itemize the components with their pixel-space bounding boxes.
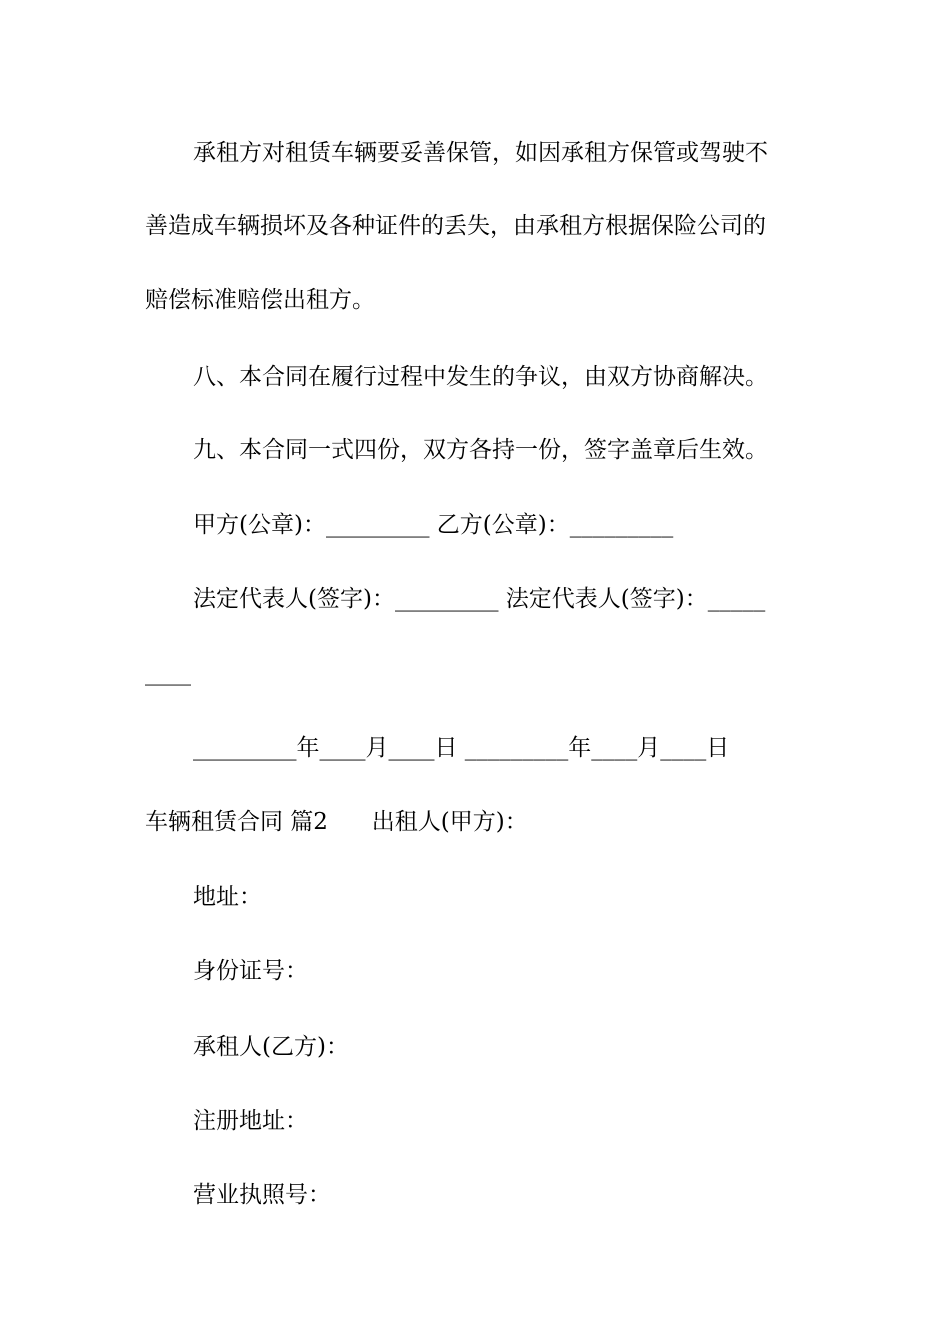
signature-line: 法定代表人(签字)：_________ 法定代表人(签字)：_____ bbox=[193, 586, 766, 612]
id-number-field-label: 身份证号： bbox=[193, 958, 308, 984]
signature-line-continued: ____ bbox=[145, 660, 191, 686]
paragraph-line: 承租方对租赁车辆要妥善保管，如因承租方保管或驾驶不 bbox=[193, 140, 768, 166]
section-heading: 车辆租赁合同 篇2 出租人(甲方)： bbox=[145, 809, 528, 835]
address-field-label: 地址： bbox=[193, 884, 262, 910]
date-line: _________年____月____日 _________年____月____日 bbox=[193, 735, 730, 761]
seal-line: 甲方(公章)：_________ 乙方(公章)：_________ bbox=[193, 512, 674, 538]
paragraph-line: 赔偿标准赔偿出租方。 bbox=[145, 287, 375, 313]
registered-address-field-label: 注册地址： bbox=[193, 1108, 308, 1134]
clause-nine: 九、本合同一式四份，双方各持一份，签字盖章后生效。 bbox=[193, 437, 768, 463]
clause-eight: 八、本合同在履行过程中发生的争议，由双方协商解决。 bbox=[193, 364, 768, 390]
paragraph-line: 善造成车辆损坏及各种证件的丢失，由承租方根据保险公司的 bbox=[145, 213, 766, 239]
lessee-field-label: 承租人(乙方)： bbox=[193, 1034, 349, 1060]
business-license-field-label: 营业执照号： bbox=[193, 1182, 331, 1208]
